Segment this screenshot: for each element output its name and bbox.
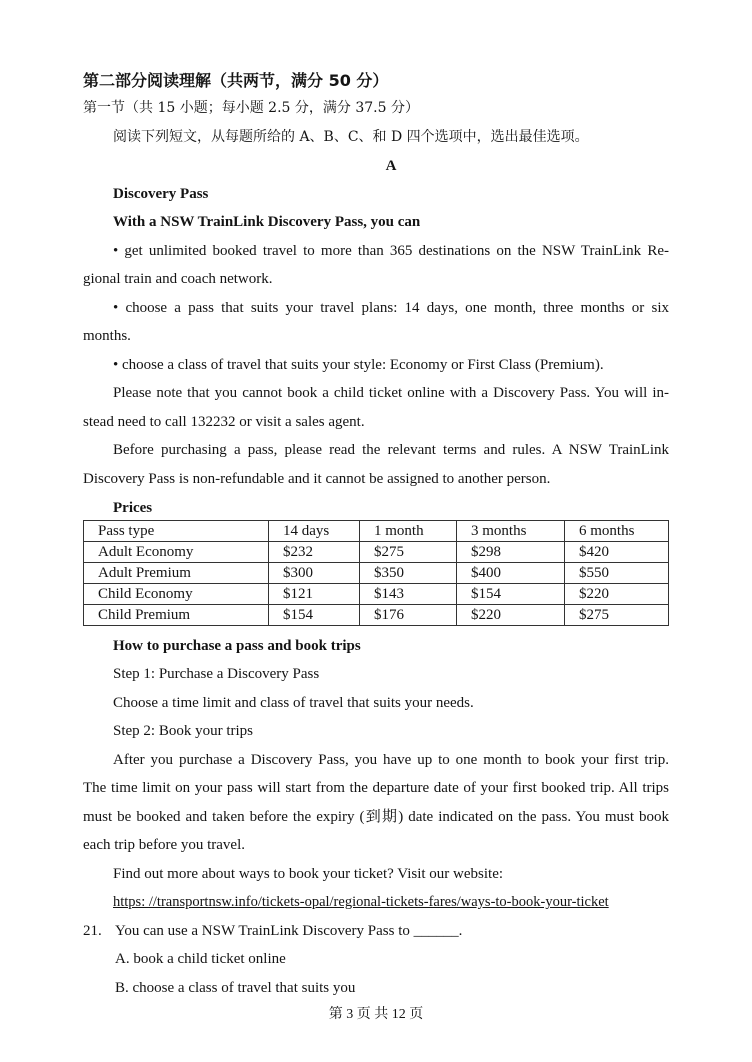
header-cell: 1 month [360,521,457,542]
passage-label: A [385,158,397,174]
section-title: 第二部分阅读理解（共两节，满分 50 分） [83,71,389,90]
table-cell: $220 [457,605,565,626]
prices-table [83,520,669,626]
table-cell: $350 [360,563,457,584]
step1-heading: Step 1: Purchase a Discovery Pass [113,666,320,682]
bullet-unlimited-travel-line2: gional train and coach network. [83,271,273,287]
bullet-choose-pass-line1: • choose a pass that suits your travel plans: 14 days, one month, three months or six [113,300,669,316]
booking-paragraph-line1: After you purchase a Discovery Pass, you have up to one month to book your first trip. [113,752,669,768]
table-cell: $232 [269,542,360,563]
table-cell: Adult Economy [84,542,269,563]
page-footer: 第 3 页 共 12 页 [328,1007,424,1022]
prices-heading: Prices [113,500,153,516]
note-paragraph-line1: Please note that you cannot book a child ticket online with a Discovery Pass. You will in- [113,385,669,401]
table-cell: $300 [269,563,360,584]
table-row [84,584,669,605]
step1-text: Choose a time limit and class of travel that suits your needs. [113,695,474,711]
note-paragraph-line2: stead need to call 132232 or visit a sales agent. [83,414,365,430]
table-cell: $420 [565,542,669,563]
website-link[interactable]: https: //transportnsw.info/tickets-opal/regional-tickets-fares/ways-to-book-your-ticket [113,894,609,910]
terms-paragraph-line1: Before purchasing a pass, please read the relevant terms and rules. A NSW TrainLink [113,442,669,458]
option-b: B. choose a class of travel that suits you [115,980,356,996]
table-cell: $298 [457,542,565,563]
booking-paragraph-line4: each trip before you travel. [83,837,246,853]
header-cell: Pass type [84,521,269,542]
subsection-title: 第一节（共 15 小题；每小题 2.5 分，满分 37.5 分） [83,100,419,116]
table-cell: $154 [457,584,565,605]
table-cell: $400 [457,563,565,584]
question-stem: You can use a NSW TrainLink Discovery Pass to ______. [115,923,463,939]
booking-paragraph-line2: The time limit on your pass will start from the departure date of your first booked trip. All trips [83,780,669,796]
step2-heading: Step 2: Book your trips [113,723,254,739]
table-header-row [84,521,669,542]
table-cell: $550 [565,563,669,584]
bullet-unlimited-travel-line1: • get unlimited booked travel to more than 365 destinations on the NSW TrainLink Re- [113,243,669,259]
terms-paragraph-line2: Discovery Pass is non-refundable and it cannot be assigned to another person. [83,471,551,487]
table-row [84,542,669,563]
how-to-purchase-heading: How to purchase a pass and book trips [113,638,361,654]
article-title: Discovery Pass [113,186,209,202]
header-cell: 14 days [269,521,360,542]
table-row [84,605,669,626]
table-cell: Child Premium [84,605,269,626]
table-cell: $176 [360,605,457,626]
table-cell: $154 [269,605,360,626]
table-cell: $121 [269,584,360,605]
table-cell: $275 [565,605,669,626]
table-cell: $220 [565,584,669,605]
header-cell: 6 months [565,521,669,542]
table-cell: Adult Premium [84,563,269,584]
header-cell: 3 months [457,521,565,542]
bullet-choose-class: • choose a class of travel that suits your style: Economy or First Class (Premium). [113,357,604,373]
option-a: A. book a child ticket online [115,951,286,967]
article-subtitle: With a NSW TrainLink Discovery Pass, you can [113,214,421,230]
table-cell: $275 [360,542,457,563]
table-row [84,563,669,584]
table-cell: $143 [360,584,457,605]
table-cell: Child Economy [84,584,269,605]
question-number: 21. [83,923,102,939]
instruction-text: 阅读下列短文，从每题所给的 A、B、C、和 D 四个选项中，选出最佳选项。 [113,129,589,145]
booking-paragraph-line3: must be booked and taken before the expiry (到期) date indicated on the pass. You must book [83,809,669,825]
bullet-choose-pass-line2: months. [83,328,131,344]
find-more-text: Find out more about ways to book your ticket? Visit our website: [113,866,504,882]
